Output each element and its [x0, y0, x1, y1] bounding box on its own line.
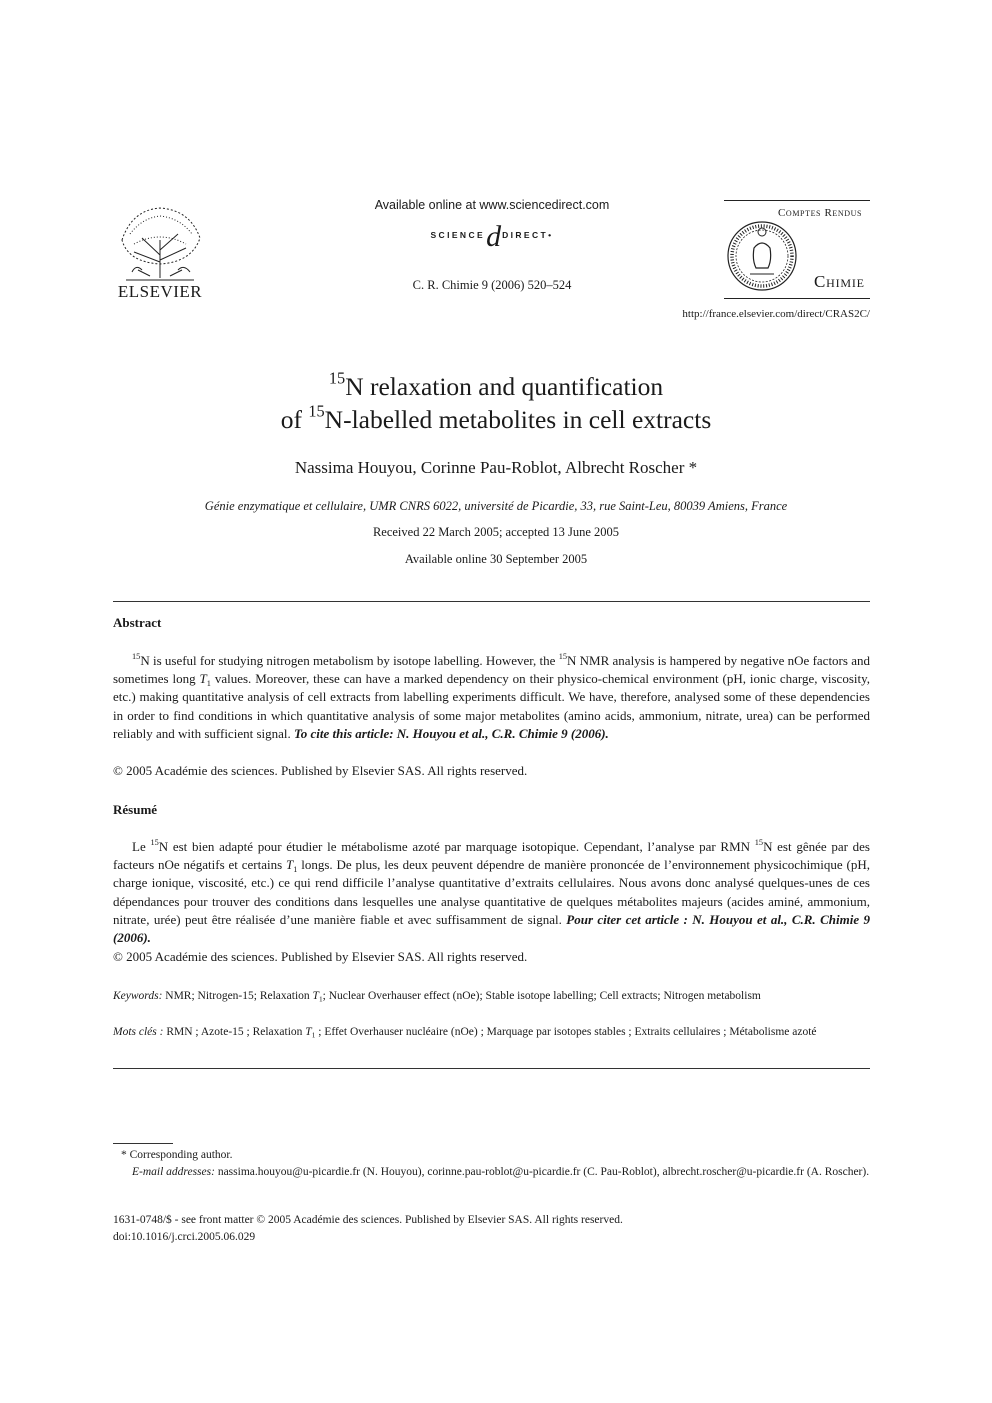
- mots-cles-t-symbol: T: [305, 1026, 312, 1038]
- abstract-heading: Abstract: [113, 615, 162, 630]
- resume-text-2: N est gênée par des facteurs nOe négatifs et certains: [113, 839, 870, 873]
- sd-left-text: SCIENCE: [430, 230, 486, 240]
- title-line-2-pre: of: [280, 405, 309, 434]
- journal-citation: C. R. Chimie 9 (2006) 520–524: [412, 278, 572, 292]
- abstract-top-rule: [113, 601, 870, 602]
- mots-cles-text-1: RMN ; Azote-15 ; Relaxation: [163, 1026, 306, 1038]
- journal-logo-rule-bottom: [724, 298, 870, 299]
- mots-cles-text-2: ; Effet Overhauser nucléaire (nOe) ; Marquage par isotopes stables ; Extraits cellulaires ; Métabolisme azoté: [315, 1026, 817, 1038]
- title-superscript-2: 15: [308, 401, 325, 421]
- front-matter-note: 1631-0748/$ - see front matter © 2005 Académie des sciences. Published by Elsevier SAS. All rights reserved.: [113, 1214, 623, 1226]
- email-label: E-mail addresses:: [132, 1166, 215, 1178]
- abstract-sup-b: 15: [558, 652, 568, 662]
- sd-at-icon: d: [486, 220, 502, 253]
- abstract-bottom-rule: [113, 1068, 870, 1069]
- title-line-2-post: N-labelled metabolites in cell extracts: [324, 405, 712, 434]
- abstract-text-1: N is useful for studying nitrogen metabolism by isotope labelling. However, the: [140, 653, 559, 668]
- available-date: Available online 30 September 2005: [404, 552, 588, 566]
- journal-url-link[interactable]: http://france.elsevier.com/direct/CRAS2C/: [682, 308, 870, 320]
- abstract-paragraph: [113, 652, 870, 743]
- abstract-sup-a: 15: [132, 652, 141, 662]
- resume-text-1: N est bien adapté pour étudier le métabolisme azoté par marquage isotopique. Cependant, l’analyse par RMN: [158, 839, 755, 854]
- abstract-t-symbol: T: [199, 671, 207, 687]
- keywords: [113, 988, 870, 1005]
- footnote-rule: [113, 1143, 173, 1144]
- abstract-text-2: N NMR analysis is hampered by negative nOe factors and sometimes long: [113, 653, 870, 687]
- journal-name: Chimie: [814, 272, 865, 291]
- resume-text-3: longs. De plus, les deux peuvent dépendre de manière prononcée de l’environnement physicochimique (pH, charge ionique, viscosité, etc.) ce qui rend difficile l’analyse quantitative d’extraits cellulaires. Nous avons donc analysé quelques-unes de ces dépendances pour trouver des conditions dans lesquelles une analyse quantitative de quelques métabolites majeurs (acides aminé, ammonium, nitrate, urée) peut être réalisée d’une manière fiable et avec suffisamment de signal.: [113, 857, 870, 927]
- sd-right-text: DIRECT: [502, 230, 549, 240]
- email-list[interactable]: nassima.houyou@u-picardie.fr (N. Houyou), corinne.pau-roblot@u-picardie.fr (C. Pau-Roblot), albrecht.roscher@u-picardie.fr (A. Roscher).: [214, 1166, 870, 1178]
- title-superscript-1: 15: [328, 368, 346, 388]
- academie-seal-icon: [724, 218, 804, 296]
- author-list: Nassima Houyou, Corinne Pau-Roblot, Albrecht Roscher *: [294, 458, 698, 477]
- resume-copyright: © 2005 Académie des sciences. Published by Elsevier SAS. All rights reserved.: [113, 949, 528, 964]
- keywords-subscript: 1: [318, 994, 323, 1004]
- article-title: [0, 370, 992, 436]
- title-line-1: N relaxation and quantification: [345, 372, 664, 401]
- resume-sup-b: 15: [754, 838, 764, 848]
- resume-paragraph: [113, 838, 870, 947]
- resume-text-0: Le: [132, 839, 151, 854]
- abstract-text-3: values. Moreover, these can have a marked dependency on their physico-chemical environment (pH, ionic charge, viscosity, etc.) making quantitative analysis of cell extracts from labelling experiments difficult. We have, therefore, analysed some of these dependencies in order to find conditions in which quantitative analysis of some major metabolites (amino acids, ammonium, nitrate, urea) can be performed reliably and with sufficient signal.: [113, 671, 871, 741]
- doi-link[interactable]: doi:10.1016/j.crci.2005.06.029: [113, 1231, 256, 1243]
- available-online-text: Available online at www.sciencedirect.com: [374, 198, 610, 212]
- keywords-label: Keywords:: [113, 990, 163, 1002]
- sd-dot-icon: •: [548, 230, 554, 240]
- sciencedirect-logo: [330, 220, 654, 254]
- publisher-name: ELSEVIER: [117, 282, 203, 301]
- abstract-subscript: 1: [206, 679, 211, 689]
- received-dates: Received 22 March 2005; accepted 13 June 2005: [372, 525, 620, 539]
- mots-cles: [113, 1024, 870, 1041]
- keywords-text-1: NMR; Nitrogen-15; Relaxation: [162, 990, 313, 1002]
- resume-t-symbol: T: [286, 857, 294, 873]
- mots-cles-label: Mots clés :: [113, 1026, 164, 1038]
- email-addresses: [113, 1164, 870, 1181]
- resume-sup-a: 15: [150, 838, 159, 848]
- affiliation: Génie enzymatique et cellulaire, UMR CNRS 6022, université de Picardie, 33, rue Saint-Leu, 80039 Amiens, France: [204, 499, 788, 513]
- sciencedirect-block: [330, 198, 654, 293]
- journal-logo-rule-top: [724, 200, 870, 201]
- mots-cles-subscript: 1: [311, 1030, 316, 1040]
- journal-series: Comptes Rendus: [778, 207, 863, 219]
- resume-citation: Pour citer cet article : N. Houyou et al., C.R. Chimie 9 (2006).: [113, 911, 870, 946]
- keywords-text-2: ; Nuclear Overhauser effect (nOe); Stable isotope labelling; Cell extracts; Nitrogen metabolism: [322, 990, 761, 1002]
- resume-heading: Résumé: [113, 802, 158, 817]
- abstract-copyright: © 2005 Académie des sciences. Published by Elsevier SAS. All rights reserved.: [113, 763, 528, 778]
- keywords-t-symbol: T: [312, 990, 319, 1002]
- resume-subscript: 1: [293, 865, 298, 875]
- corresponding-author-note: * Corresponding author.: [121, 1149, 233, 1161]
- abstract-citation: To cite this article: N. Houyou et al., C.R. Chimie 9 (2006).: [294, 725, 609, 741]
